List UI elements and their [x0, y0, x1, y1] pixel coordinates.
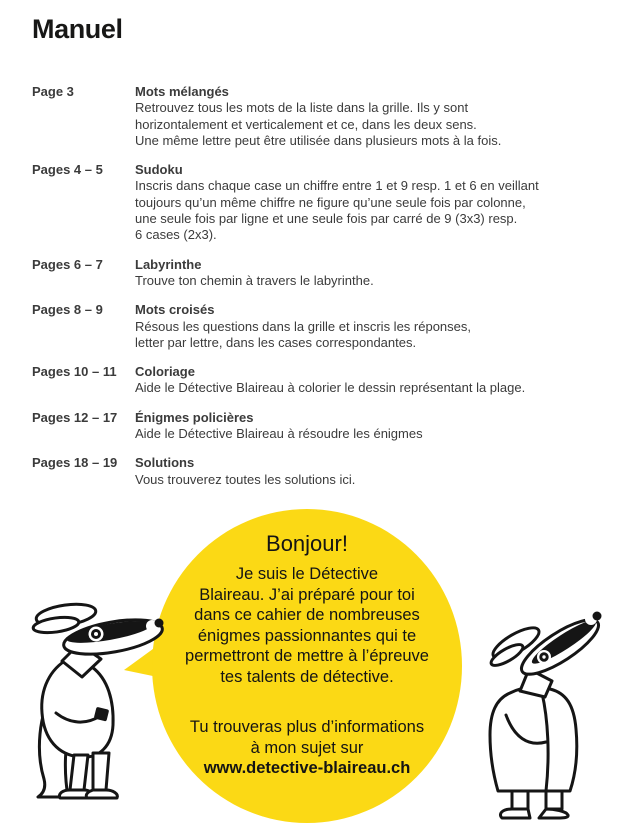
badger-detective-left-illustration — [16, 597, 166, 802]
website-url: www.detective-blaireau.ch — [203, 759, 411, 777]
toc-description-line: toujours qu’un même chiffre ne figure qu’une seule fois par colonne, — [135, 194, 526, 210]
table-of-contents — [32, 84, 612, 501]
toc-description-line: letter par lettre, dans les cases correspondantes. — [135, 334, 417, 350]
toc-description-line: Vous trouverez toutes les solutions ici. — [135, 471, 356, 487]
toc-description-line: horizontalement et verticalement et ce, dans les deux sens. — [135, 116, 477, 132]
toc-page-range: Pages 8 – 9 — [32, 302, 103, 318]
toc-description-line: Aide le Détective Blaireau à colorier le dessin représentant la plage. — [135, 380, 526, 396]
toc-page-range: Pages 18 – 19 — [32, 455, 118, 471]
badger-detective-right-illustration — [464, 607, 616, 822]
toc-section-title: Mots croisés — [135, 302, 215, 318]
speech-bubble — [152, 509, 462, 823]
toc-description-line: une seule fois par ligne et une seule fois par carré de 9 (3x3) resp. — [135, 211, 518, 227]
bubble-footer-text: Tu trouveras plus d’informations à mon sujet sur www.detective-blaireau.ch — [152, 717, 462, 779]
toc-description-line: Une même lettre peut être utilisée dans plusieurs mots à la fois. — [135, 132, 502, 148]
bubble-intro-text: Je suis le Détective Blaireau. J’ai préparé pour toi dans ce cahier de nombreuses énigmes passionnantes qui te permettront de mettre à l’épreuve tes talents de détective. — [185, 565, 429, 686]
toc-row — [32, 410, 612, 443]
toc-page-range: Pages 10 – 11 — [32, 364, 117, 380]
toc-description-line: Aide le Détective Blaireau à résoudre les énigmes — [135, 426, 423, 442]
toc-description-line: Retrouvez tous les mots de la liste dans la grille. Ils y sont — [135, 100, 469, 116]
toc-description-line: Trouve ton chemin à travers le labyrinthe. — [135, 272, 374, 288]
toc-row — [32, 455, 612, 488]
toc-section-title: Énigmes policières — [135, 409, 254, 425]
toc-description-line: Inscris dans chaque case un chiffre entre 1 et 9 resp. 1 et 6 en veillant — [135, 178, 539, 194]
toc-page-range: Pages 4 – 5 — [32, 162, 103, 178]
bubble-greeting: Bonjour! — [266, 531, 348, 556]
toc-row — [32, 302, 612, 351]
toc-section-title: Labyrinthe — [135, 256, 202, 272]
toc-row — [32, 364, 612, 397]
toc-description-line: 6 cases (2x3). — [135, 227, 217, 243]
toc-row — [32, 84, 612, 149]
toc-row — [32, 257, 612, 290]
toc-row — [32, 162, 612, 243]
page-title: Manuel — [32, 14, 123, 44]
toc-description-line: Résous les questions dans la grille et inscris les réponses, — [135, 318, 472, 334]
toc-section-title: Coloriage — [135, 364, 195, 380]
toc-section-title: Solutions — [135, 455, 195, 471]
toc-page-range: Pages 12 – 17 — [32, 409, 118, 425]
toc-section-title: Sudoku — [135, 162, 183, 178]
toc-section-title: Mots mélangés — [135, 84, 229, 99]
toc-page-range: Pages 6 – 7 — [32, 256, 103, 272]
toc-page-range: Page 3 — [32, 84, 74, 99]
